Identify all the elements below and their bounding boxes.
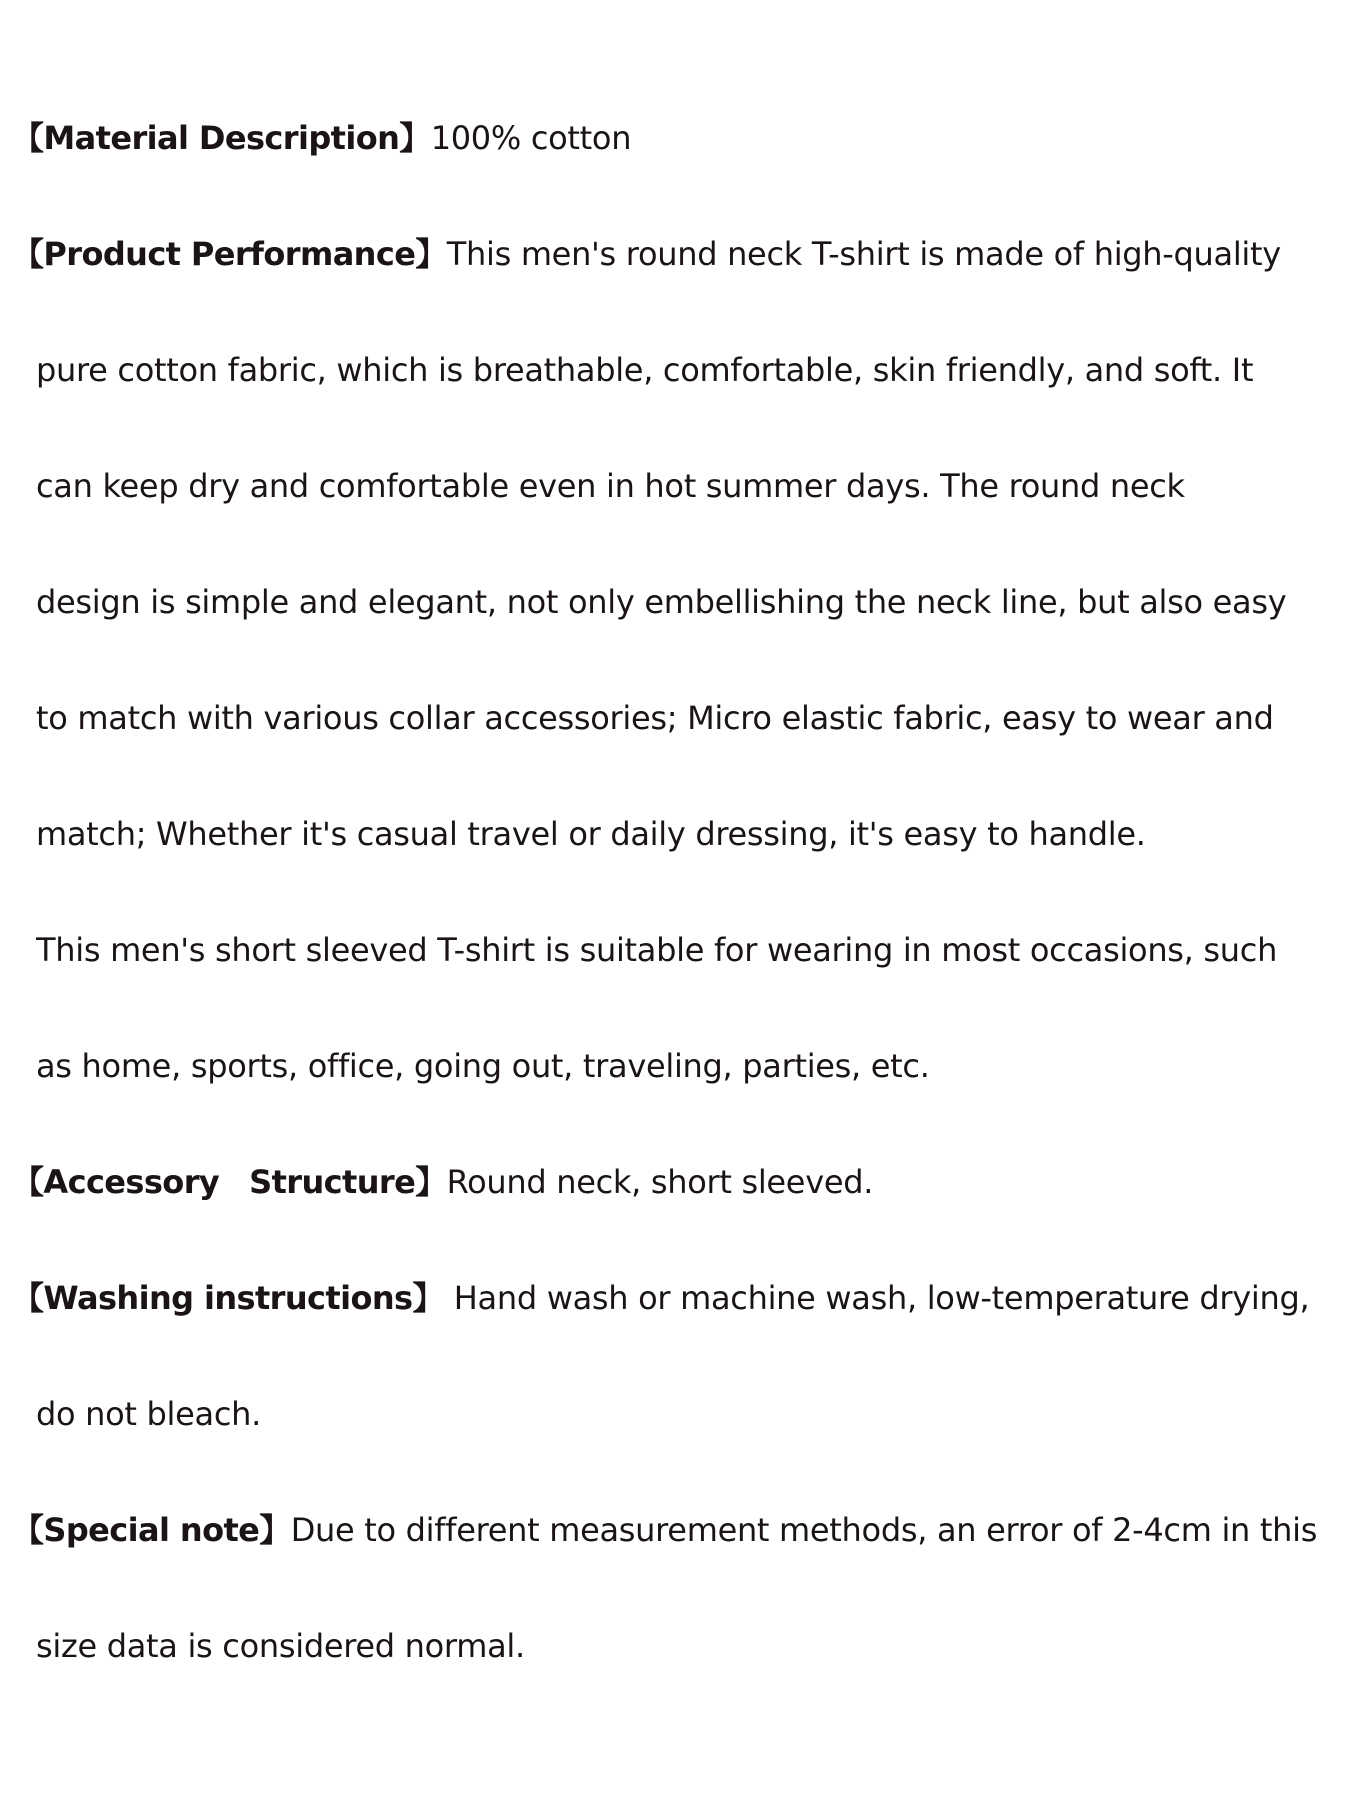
washing-instructions-text-line-1: Hand wash or machine wash, low-temperature drying, [443, 1279, 1310, 1317]
product-performance-text-line-2: pure cotton fabric, which is breathable, comfortable, skin friendly, and soft. It [36, 351, 1254, 389]
material-description-text: 100% cotton [430, 119, 632, 157]
accessory-structure-text: Round neck, short sleeved. [446, 1163, 874, 1201]
special-note-text-line-2: size data is considered normal. [36, 1627, 525, 1665]
product-performance-text-line-5: to match with various collar accessories; Micro elastic fabric, easy to wear and [36, 699, 1274, 737]
washing-instructions-row [12, 1278, 1309, 1318]
accessory-structure-label: 【Accessory Structure】 [12, 1163, 447, 1201]
accessory-structure-row [12, 1162, 873, 1202]
washing-instructions-text-line-2: do not bleach. [36, 1395, 261, 1433]
product-performance-text-line-8: as home, sports, office, going out, traveling, parties, etc. [36, 1047, 930, 1085]
product-performance-label: 【Product Performance】 [12, 235, 447, 273]
special-note-label: 【Special note】 [12, 1511, 291, 1549]
product-performance-text-line-6: match; Whether it's casual travel or daily dressing, it's easy to handle. [36, 815, 1146, 853]
material-description-row [12, 118, 631, 158]
special-note-row [12, 1510, 1317, 1550]
product-performance-text-line-7: This men's short sleeved T-shirt is suitable for wearing in most occasions, such [36, 931, 1278, 969]
product-performance-text-line-1: This men's round neck T-shirt is made of high-quality [446, 235, 1281, 273]
product-performance-text-line-3: can keep dry and comfortable even in hot summer days. The round neck [36, 467, 1185, 505]
special-note-text-line-1: Due to different measurement methods, an error of 2-4cm in this [290, 1511, 1318, 1549]
product-performance-row [12, 234, 1281, 274]
washing-instructions-label: 【Washing instructions】 [12, 1279, 444, 1317]
material-description-label: 【Material Description】 [12, 119, 431, 157]
product-performance-text-line-4: design is simple and elegant, not only embellishing the neck line, but also easy [36, 583, 1287, 621]
